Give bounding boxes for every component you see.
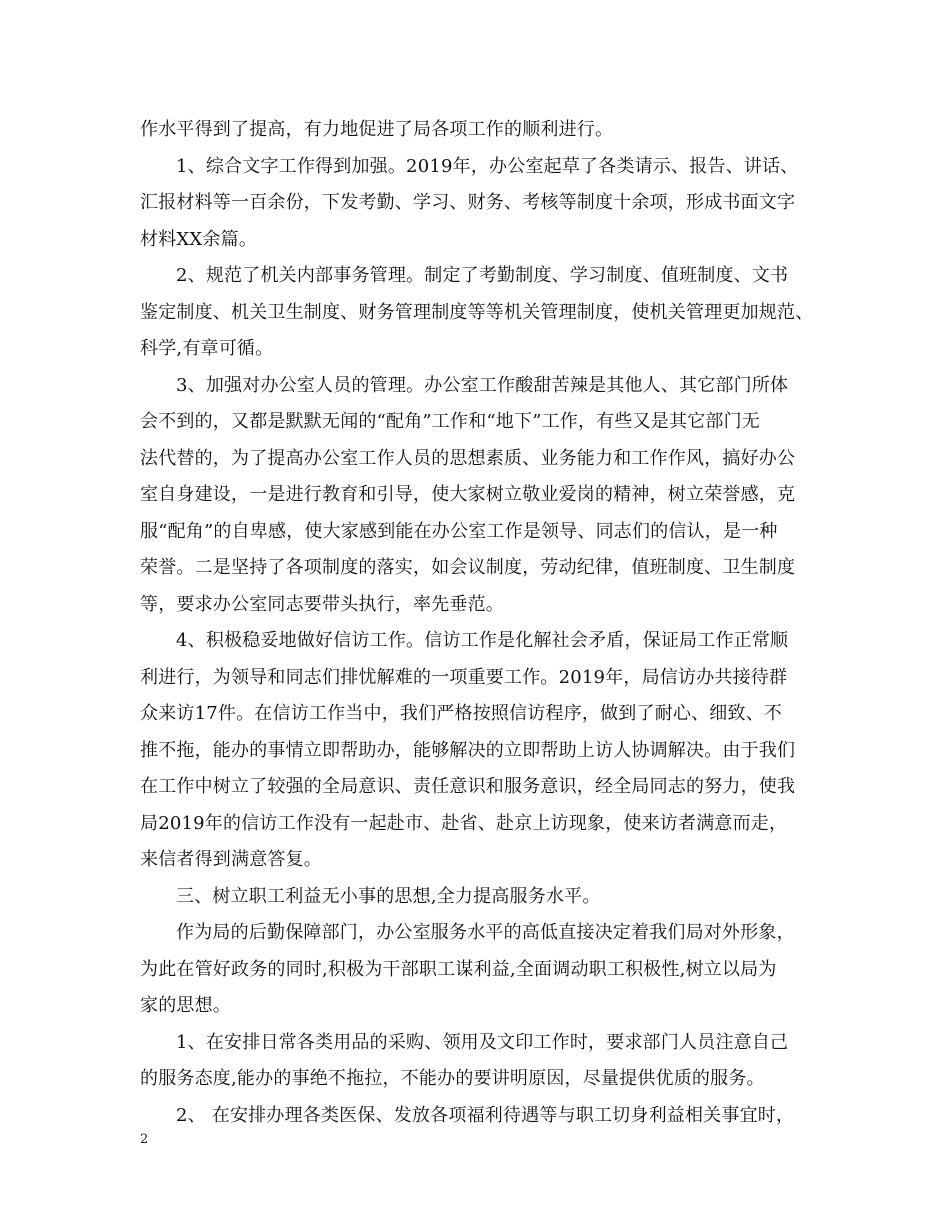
text-line: 局2019年的信访工作没有一起赴市、赴省、赴京上访现象，使来访者满意而走， [140,812,788,834]
text-line: 利进行，为领导和同志们排忧解难的一项重要工作。2019年，局信访办共接待群 [140,666,788,688]
text-line: 2、 在安排办理各类医保、发放各项福利待遇等与职工切身利益相关事宜时， [176,1104,795,1126]
text-line: 在工作中树立了较强的全局意识、责任意识和服务意识，经全局同志的努力，使我 [140,776,796,797]
text-line: 材料XX余篇。 [140,228,258,250]
text-line: 法代替的，为了提高办公室工作人员的思想素质、业务能力和工作作风，搞好办公 [140,447,796,469]
text-line: 室自身建设，一是进行教育和引导，使大家树立敬业爱岗的精神，树立荣誉感，克 [140,484,796,505]
page-number: 2 [140,1132,149,1147]
text-line: 科学,有章可循。 [140,338,274,359]
text-line: 3、加强对办公室人员的管理。办公室工作酸甜苦辣是其他人、其它部门所体 [176,374,789,396]
text-line: 2、规范了机关内部事务管理。制定了考勤制度、学习制度、值班制度、文书 [176,265,789,286]
text-line: 众来访17件。在信访工作当中，我们严格按照信访程序，做到了耐心、细致、不 [140,703,783,724]
text-line: 推不拖，能办的事情立即帮助办，能够解决的立即帮助上访人协调解决。由于我们 [140,739,796,761]
text-line: 家的思想。 [140,995,231,1016]
text-line: 会不到的，又都是默默无闻的“配角”工作和“地下”工作，有些又是其它部门无 [140,411,761,432]
text-line: 服“配角”的自卑感，使大家感到能在办公室工作是领导、同志们的信认，是一种 [140,520,778,542]
text-line: 作为局的后勤保障部门，办公室服务水平的高低直接决定着我们局对外形象， [176,922,795,943]
text-line: 作水平得到了提高，有力地促进了局各项工作的顺利进行。 [140,119,614,140]
text-line: 荣誉。二是坚持了各项制度的落实，如会议制度，劳动纪律，值班制度、卫生制度 [140,557,796,578]
text-line: 为此在管好政务的同时,积极为干部职工谋利益,全面调动职工积极性,树立以局为 [140,958,777,980]
text-line: 汇报材料等一百余份，下发考勤、学习、财务、考核等制度十余项，形成书面文字 [140,192,796,213]
text-line: 来信者得到满意答复。 [140,849,322,870]
document-body [140,112,830,1134]
text-line: 4、积极稳妥地做好信访工作。信访工作是化解社会矛盾，保证局工作正常顺 [176,630,789,651]
text-line: 鉴定制度、机关卫生制度、财务管理制度等等机关管理制度，使机关管理更加规范、 [140,301,814,323]
text-line: 1、在安排日常各类用品的采购、领用及文印工作时，要求部门人员注意自己 [176,1031,789,1053]
text-line: 三、树立职工利益无小事的思想,全力提高服务水平。 [176,885,601,907]
text-line: 的服务态度,能办的事绝不拖拉，不能办的要讲明原因，尽量提供优质的服务。 [140,1068,765,1089]
text-line: 等，要求办公室同志要带头执行，率先垂范。 [140,593,504,615]
text-line: 1、综合文字工作得到加强。2019年，办公室起草了各类请示、报告、讲话、 [176,155,799,177]
